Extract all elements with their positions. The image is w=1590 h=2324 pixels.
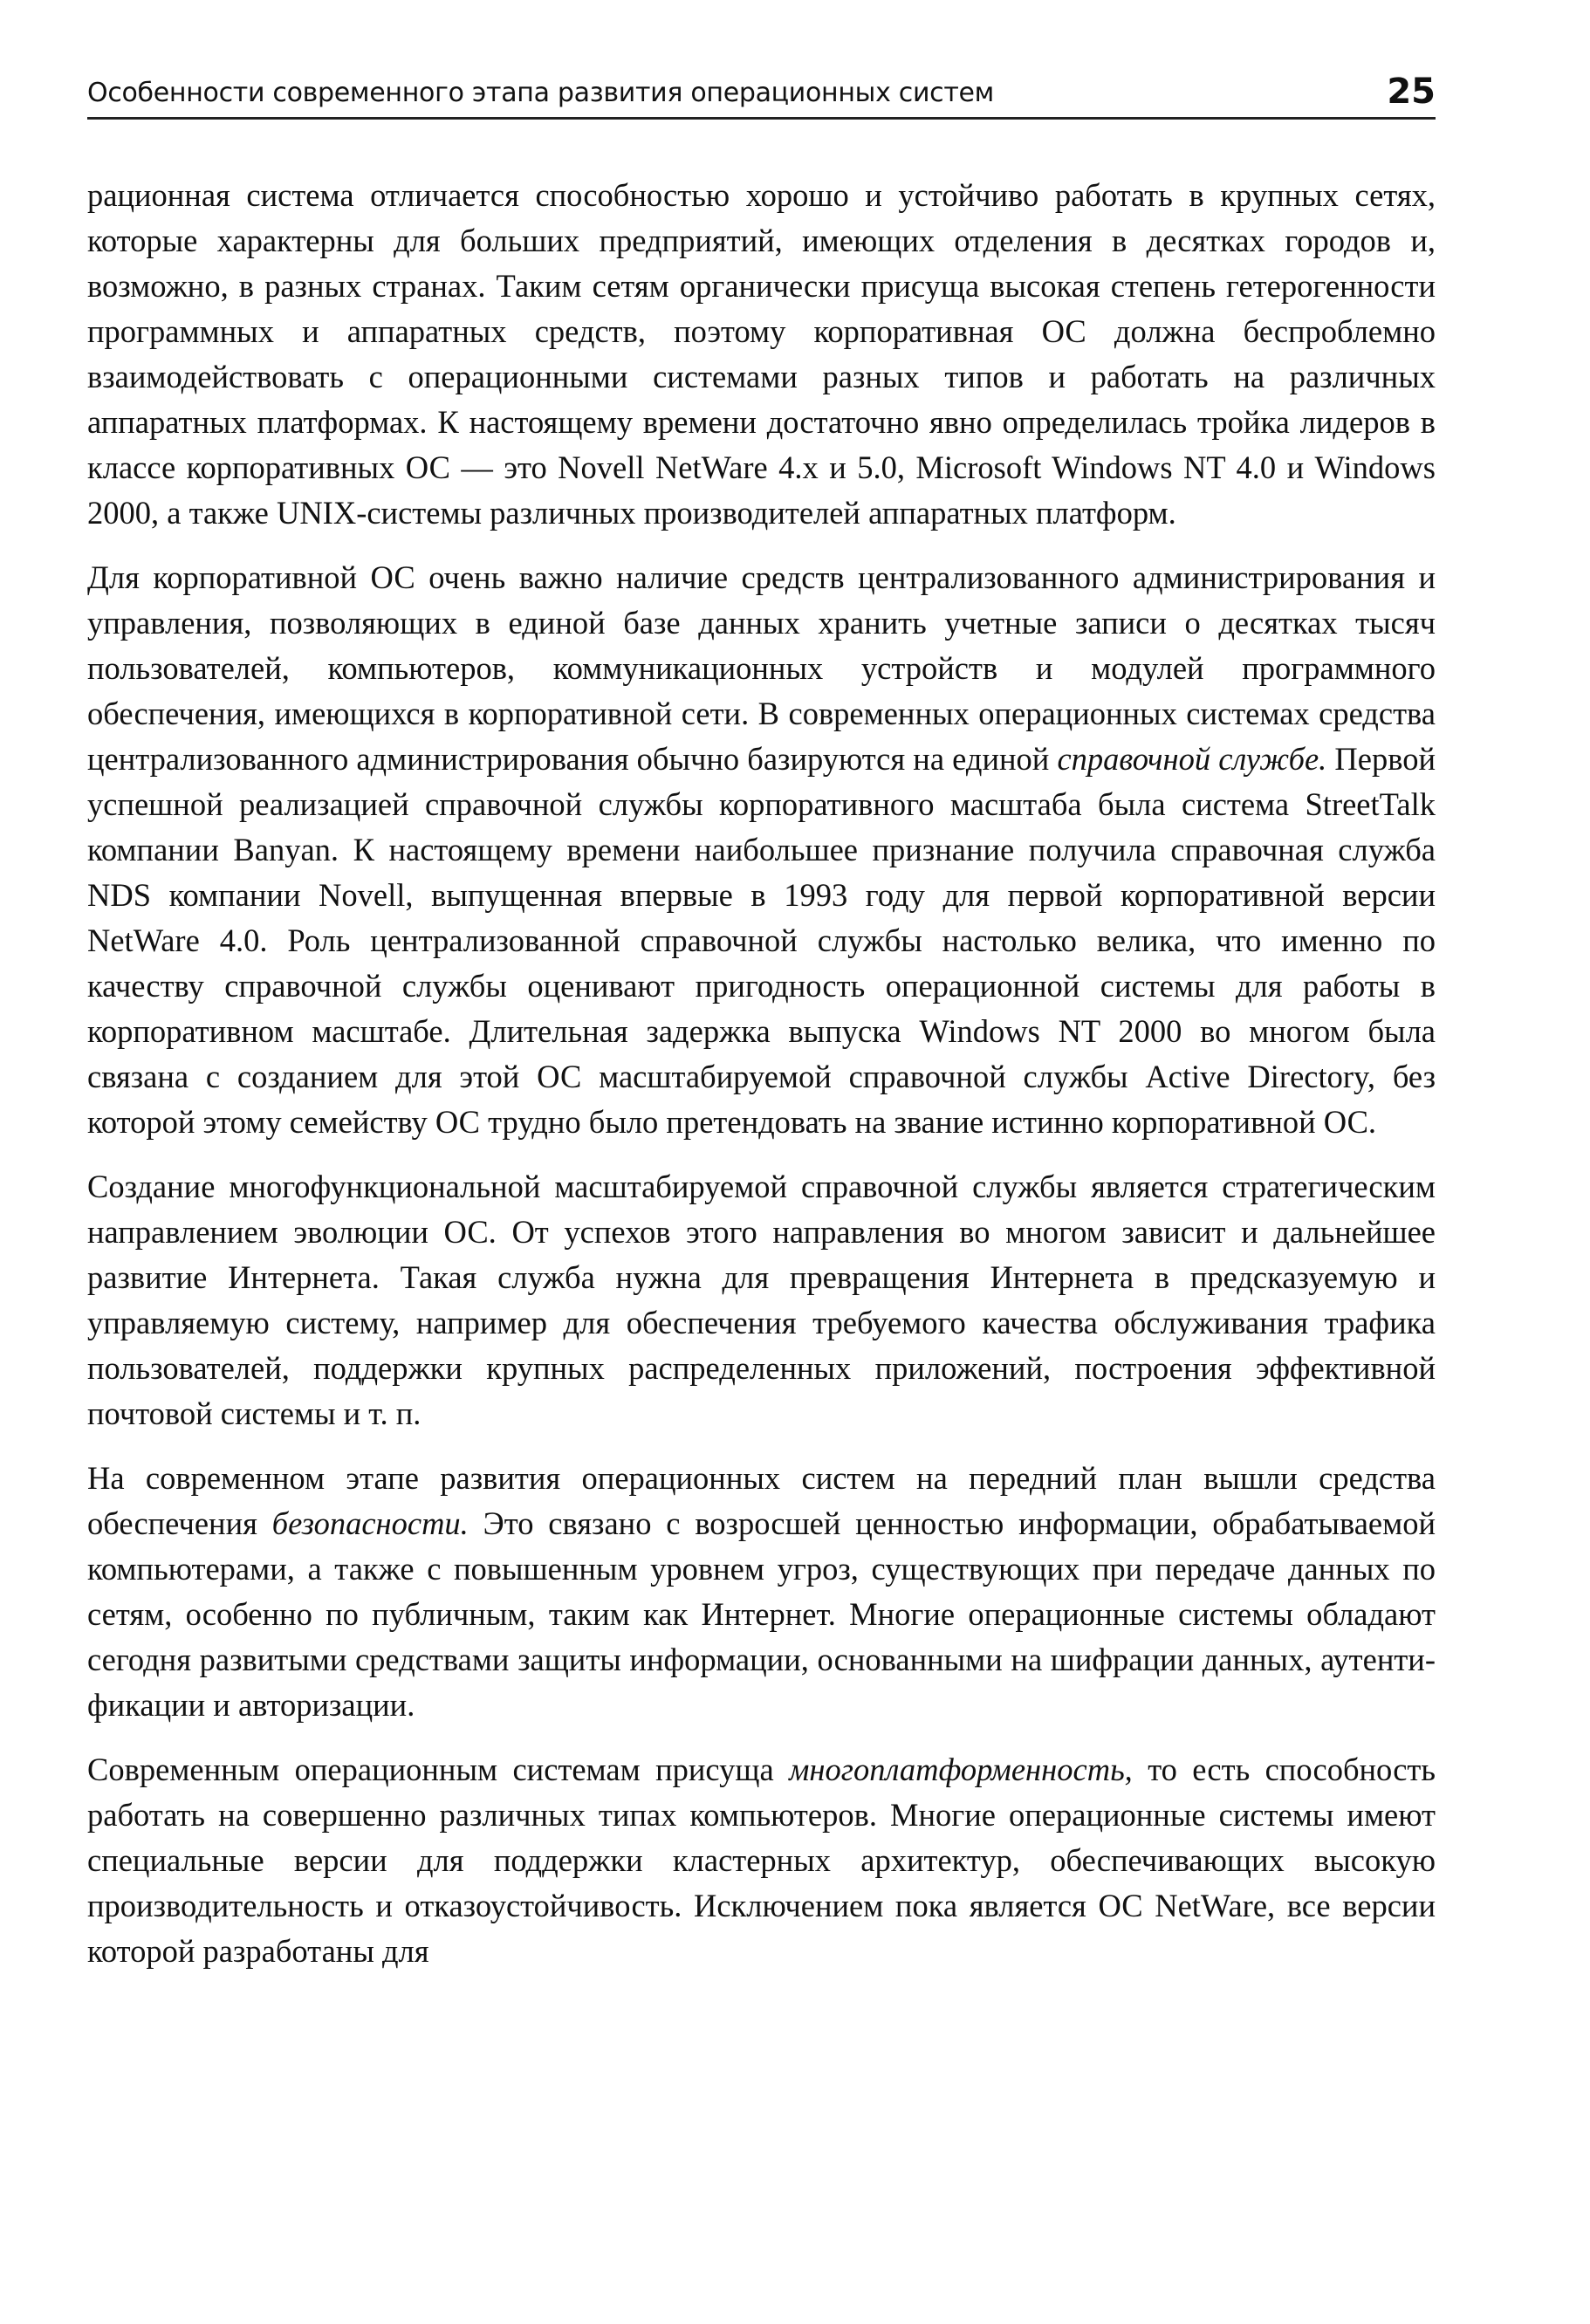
running-title: Особенности современного этапа развития операционных систем — [87, 78, 995, 108]
paragraph-1 — [87, 173, 1436, 536]
paragraph-2-text-after: Первой успешной реализацией справочной службы корпоративного масштаба была система StreetTalk компании Banyan. К настоящему времени наибольшее признание получила справочная служба NDS компании Novell, выпущенная впервые в 1993 году для первой корпоративной версии NetWare 4.0. Роль централизованной справочной службы настолько велика, что именно по качеству справочной службы оценивают пригодность операционной системы для работы в корпоративном масштабе. Длительная задержка выпуска Windows NT 2000 во многом была связана с созданием для этой ОС масштабируемой справочной службы Active Directory, без которой этому семейству ОС трудно было претендовать на звание истинно корпоративной ОС. — [87, 741, 1436, 1140]
paragraph-3-text: Создание многофункциональной масштабируемой справочной службы является стратегическим направлением эволюции ОС. От успехов этого направления во многом зависит и дальнейшее развитие Интернета. Такая служба нужна для превращения Интернета в предсказуемую и управляемую систему, например для обеспечения требуемого качества обслуживания трафика пользователей, поддержки крупных распределенных приложений, построения эффективной почтовой системы и т. п. — [87, 1169, 1436, 1431]
running-header — [87, 68, 1436, 120]
term-multiplatform: многоплатформенность, — [789, 1752, 1133, 1787]
paragraph-5 — [87, 1747, 1436, 1974]
term-security: безопасности. — [271, 1505, 469, 1541]
paragraph-5-text-before: Современным операционным системам присуща — [87, 1752, 790, 1787]
paragraph-4-text-after: Это связано с возросшей ценностью информации, обрабатываемой компьютерами, а также с повышенным уровнем угроз, существующих при передаче данных по сетям, особенно по публичным, таким как Интернет. Многие операционные системы обладают сегодня развитыми средствами защиты информации, основанными на шифрации данных, аутентификации и авторизации. — [87, 1505, 1436, 1723]
paragraph-2 — [87, 555, 1436, 1145]
paragraph-5-text-after: то есть способность работать на совершенно различных типах компьютеров. Многие операционные системы имеют специальные версии для поддержки кластерных архитектур, обеспечивающих высокую производительность и отказоустойчивость. Исключением пока является ОС NetWare, все версии которой разработаны для — [87, 1752, 1436, 1969]
paragraph-4 — [87, 1456, 1436, 1728]
paragraph-2-text-before: Для корпоративной ОС очень важно наличие средств централизованного администрирования и управления, позволяющих в единой базе данных хранить учетные записи о десятках тысяч пользователей, компьютеров, коммуникационных устройств и модулей программного обеспечения, имеющихся в корпоративной сети. В современных операционных системах средства централизованного администрирования обычно базируются на единой — [87, 559, 1436, 777]
paragraph-4-text-before: На современном этапе развития операционных систем на передний план вышли средства обеспечения — [87, 1460, 1436, 1541]
page-number: 25 — [1387, 72, 1436, 112]
paragraph-1-text: рационная система отличается способностью хорошо и устойчиво работать в крупных сетях, которые характерны для больших предприятий, имеющих отделения в десятках городов и, возможно, в разных странах. Таким сетям органически присуща высокая степень гетерогенности программных и аппаратных средств, поэтому корпоративная ОС должна беспроблемно взаимодействовать с операционными системами разных типов и работать на различных аппаратных платформах. К настоящему времени достаточно явно определилась тройка лидеров в классе корпоративных ОС — это Novell NetWare 4.x и 5.0, Microsoft Windows NT 4.0 и Windows 2000, а также UNIX-системы различных производителей аппаратных платформ. — [87, 177, 1436, 531]
body-text — [87, 173, 1436, 1993]
term-directory-service: справочной службе. — [1057, 741, 1327, 777]
paragraph-3 — [87, 1164, 1436, 1436]
